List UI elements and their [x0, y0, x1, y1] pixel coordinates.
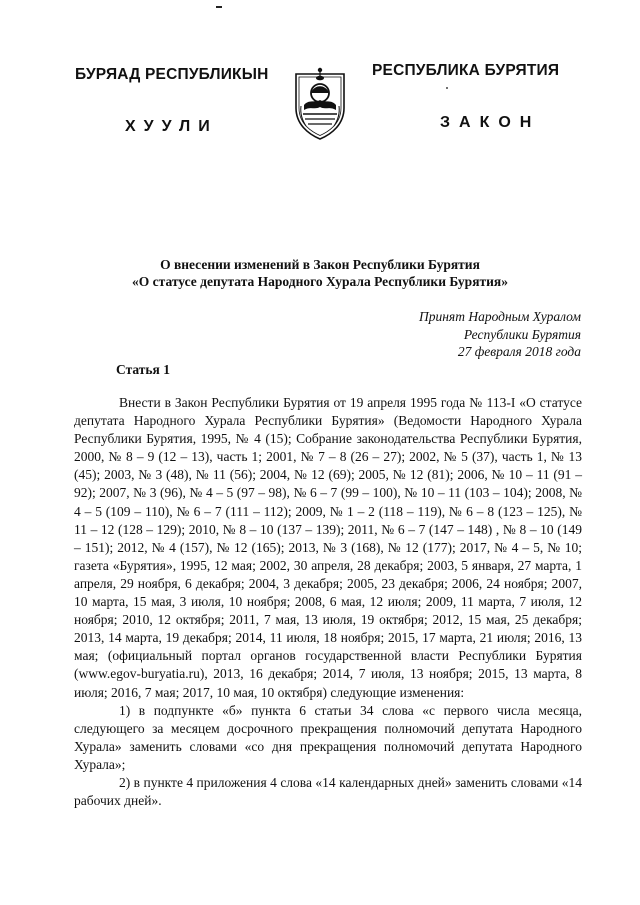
amendment-item-1: 1) в подпункте «б» пункта 6 статьи 34 слова «с первого числа месяца, следующего за месяцем досрочного прекращения полномочий депутата Народного Хурала» заменить словами «со дня прекращения полномочий депутата Народного Хурала»;	[74, 702, 582, 772]
coat-of-arms-icon	[292, 64, 348, 140]
scan-mark	[216, 6, 222, 8]
header-right-line1: РЕСПУБЛИКА БУРЯТИЯ	[372, 62, 560, 79]
adoption-date: 27 февраля 2018 года	[457, 344, 581, 359]
article-intro-paragraph: Внести в Закон Республики Бурятия от 19 апреля 1995 года № 113-I «О статусе депутата Народного Хурала Республики Бурятия» (Ведомости Народного Хурала Республики Бурятия, 1995, № 4 (15); Собрание законодательства Республики Бурятия, 2000, № 8 – 9 (12 – 13), часть 1; 2001, № 7 – 8 (26 – 27); 2002, № 5 (37), часть 1, № 13 (45); 2003, № 3 (48), № 11 (56); 2004, № 12 (69); 2005, № 12 (81); 2006, № 10 – 11 (91 – 92); 2007, № 3 (96), № 4 – 5 (97 – 98), № 6 – 7 (99 – 100), № 10 – 11 (103 – 104); 2008, № 4 – 5 (109 – 110), № 6 – 7 (111 – 112); 2009, № 1 – 2 (118 – 119), № 6 – 8 (123 – 125), № 11 – 12 (128 – 129); 2010, № 8 – 10 (137 – 139); 2011, № 6 – 7 (147 – 148) , № 8 – 10 (149 – 151); 2012, № 4 (157), № 12 (165); 2013, № 3 (168), № 12 (177); 2017, № 4 – 5, № 10; газета «Бурятия», 1995, 12 мая; 2002, 30 апреля, 28 декабря; 2003, 5 января, 27 марта, 1 апреля, 29 ноября, 6 декабря; 2004, 3 декабря; 2005, 23 декабря; 2006, 24 ноября; 2007, 10 марта, 15 мая, 3 июля, 10 ноября; 2008, 6 мая, 12 июля; 2009, 11 марта, 7 июля, 12 ноября; 2010, 12 октября; 2011, 7 мая, 13 июля, 19 октября; 2012, 15 мая, 25 декабря; 2013, 14 марта, 19 декабря; 2014, 11 июля, 18 ноября; 2015, 17 марта, 21 июля; 2016, 13 мая; (официальный портал органов государственной власти Республики Бурятия (www.egov-buryatia.ru), 2013, 16 декабря; 2014, 7 июля, 13 ноября; 2015, 13 марта, 8 июля; 2016, 7 мая; 2017, 10 мая, 10 октября) следующие изменения:	[74, 395, 582, 700]
header-right-line2: ЗАКОН	[440, 114, 541, 131]
article-heading: Статья 1	[116, 362, 170, 377]
scan-dot	[446, 87, 448, 89]
law-title-line2: «О статусе депутата Народного Хурала Республики Бурятия»	[132, 274, 508, 289]
header-left-line1: БУРЯАД РЕСПУБЛИКЫН	[75, 66, 269, 83]
amendment-item-2: 2) в пункте 4 приложения 4 слова «14 календарных дней» заменить словами «14 рабочих дней».	[74, 774, 582, 809]
header-left-line2: ХУУЛИ	[125, 118, 218, 135]
adoption-line2: Республики Бурятия	[463, 327, 581, 342]
law-title-line1: О внесении изменений в Закон Республики Бурятия	[160, 257, 480, 272]
adoption-line1: Принят Народным Хуралом	[418, 309, 581, 324]
article-body	[74, 394, 582, 810]
